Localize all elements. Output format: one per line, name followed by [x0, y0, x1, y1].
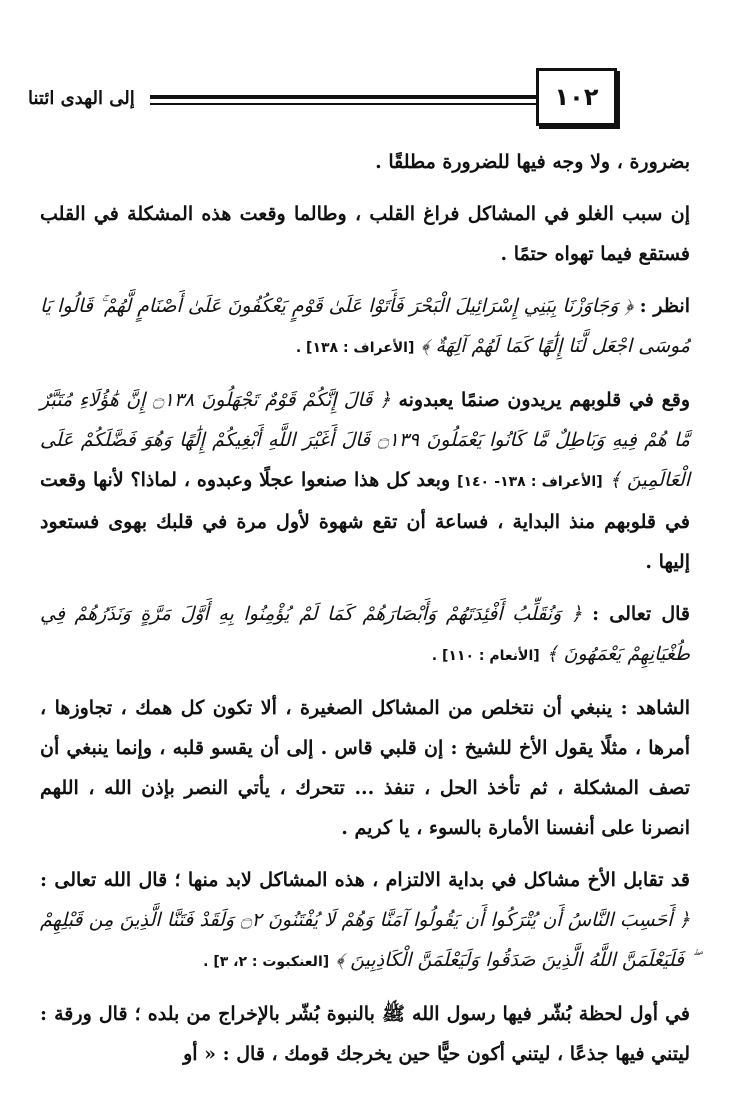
verse-reference: [الأعراف : ١٣٨- ١٤٠]	[457, 474, 603, 490]
lead-text: قال تعالى :	[592, 603, 690, 625]
lead-text: قد تقابل الأخ مشاكل في بداية الالتزام ، هذه المشاكل لابد منها ؛ قال الله تعالى :	[40, 869, 690, 891]
header-rule-thick	[150, 95, 598, 99]
verse-reference: [العنكبوت : ٢، ٣] .	[203, 954, 330, 970]
lead-text: وقع في قلوبهم يريدون صنمًا يعبدونه	[398, 389, 690, 411]
paragraph-7	[40, 860, 690, 982]
quran-verse: ﴿ وَنُقَلِّبُ أَفْئِدَتَهُمْ وَأَبْصَارَهُمْ كَمَا لَمْ يُؤْمِنُوا بِهِ أَوَّلَ مَرَّةٍ وَنَذَرُهُمْ فِي طُغْيَانِهِمْ يَعْمَهُونَ ﴾	[40, 603, 690, 665]
paragraph-1: بضرورة ، ولا وجه فيها للضرورة مطلقًا .	[375, 151, 690, 173]
tail-text: وبعد كل هذا صنعوا عجلًا وعبدوه ، لماذا؟ لأنها وقعت في قلوبهم منذ البداية ، فساعة أن تقع شهوة لأول مرة في قلبك بهوى فستعود إليها .	[40, 469, 690, 573]
verse-reference: [الأعراف : ١٣٨] .	[295, 340, 415, 356]
paragraph-8: في أول لحظة بُشّر فيها رسول الله ﷺ بالنبوة بُشّر بالإخراج من بلده ؛ قال ورقة : ليتني فيها جذعًا ، ليتني أكون حيًّا حين يخرجك قومك ، قال : « أو	[40, 1003, 690, 1065]
page-header	[0, 0, 743, 120]
paragraph-2: إن سبب الغلو في المشاكل فراغ القلب ، وطالما وقعت هذه المشكلة في القلب فستقع فيما تهواه حتمًا .	[40, 203, 690, 265]
page-body	[40, 142, 690, 1086]
verse-reference: [الأنعام : ١١٠] .	[431, 648, 540, 664]
lead-text: انظر :	[639, 295, 690, 317]
quran-verse: ﴿ وَجَاوَزْنَا بِبَنِي إِسْرَائِيلَ الْبَحْرَ فَأَتَوْا عَلَىٰ قَوْمٍ يَعْكُفُونَ عَلَىٰ أَصْنَامٍ لَّهُمْ ۚ قَالُوا يَا مُوسَى اجْعَل لَّنَا إِلَٰهًا كَمَا لَهُمْ آلِهَةٌ ﴾	[40, 295, 690, 357]
paragraph-6: الشاهد : ينبغي أن نتخلص من المشاكل الصغيرة ، ألا تكون كل همك ، تجاوزها ، أمرها ، مثلًا يقول الأخ للشيخ : إن قلبي قاس . إلى أن يقسو قلبه ، وإنما ينبغي أن تصف المشكلة ، ثم تأخذ الحل ، تنفذ ... تتحرك ، يأتي النصر بإذن الله ، اللهم انصرنا على أنفسنا الأمارة بالسوء ، يا كريم .	[40, 697, 690, 839]
paragraph-3	[40, 286, 690, 368]
page-number: ١٠٢	[536, 68, 617, 126]
quran-verse: ﴿ أَحَسِبَ النَّاسُ أَن يُتْرَكُوا أَن يَقُولُوا آمَنَّا وَهُمْ لَا يُفْتَنُونَ ۝٢ وَلَقَدْ فَتَنَّا الَّذِينَ مِن قَبْلِهِمْ ۖ فَلَيَعْلَمَنَّ اللَّهُ الَّذِينَ صَدَقُوا وَلَيَعْلَمَنَّ الْكَاذِبِينَ ﴾	[40, 909, 690, 971]
paragraph-4	[40, 380, 690, 582]
header-rule-thin	[150, 103, 598, 105]
running-title: إلى الهدى ائتنا	[28, 88, 135, 109]
paragraph-5	[40, 594, 690, 676]
quran-verse: ﴿ قَالَ إِنَّكُمْ قَوْمٌ تَجْهَلُونَ ۝١٣٨ إِنَّ هَٰؤُلَاءِ مُتَبَّرٌ مَّا هُمْ فِيهِ وَبَاطِلٌ مَّا كَانُوا يَعْمَلُونَ ۝١٣٩ قَالَ أَغَيْرَ اللَّهِ أَبْغِيكُمْ إِلَٰهًا وَهُوَ فَضَّلَكُمْ عَلَى الْعَالَمِينَ ﴾	[40, 389, 690, 491]
